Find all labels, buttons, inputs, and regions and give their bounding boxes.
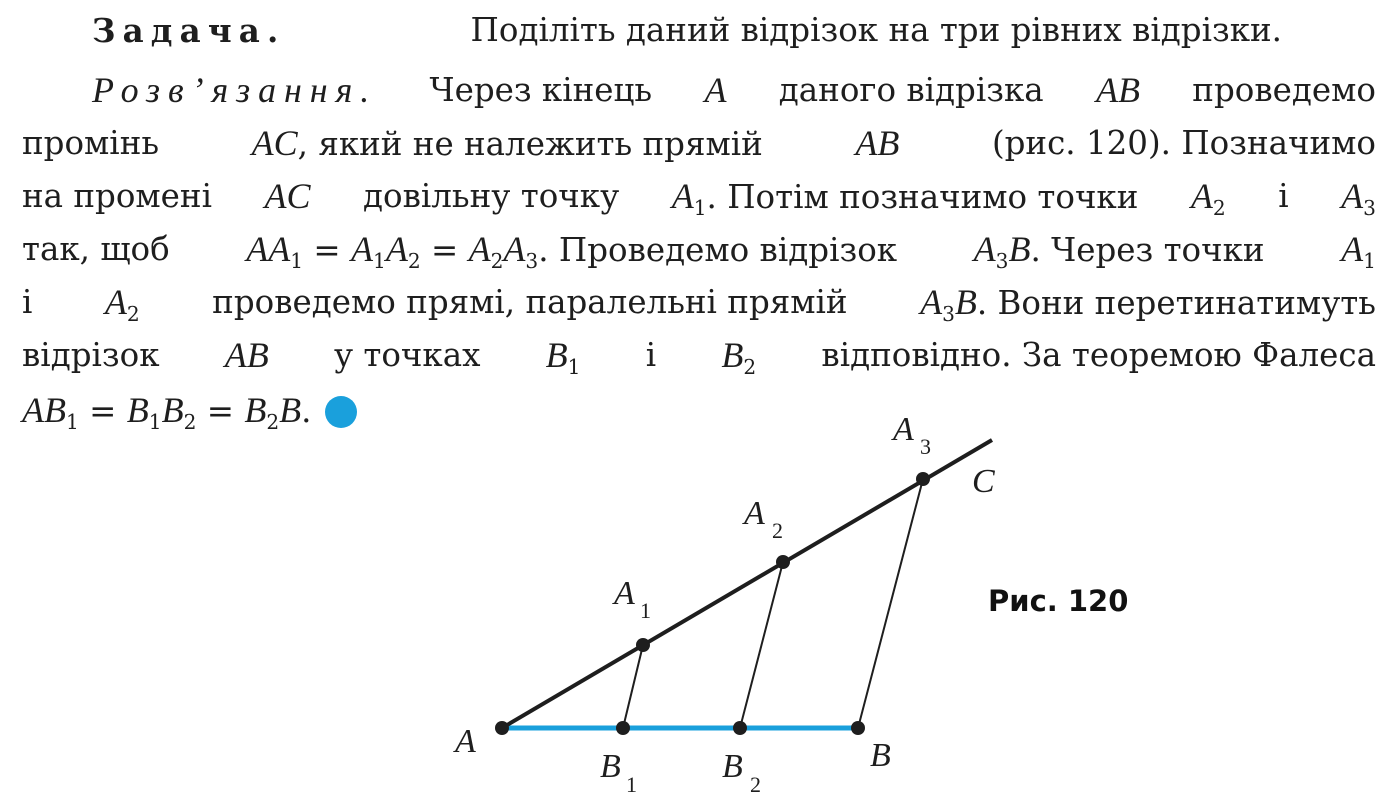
subscript: 2 <box>266 410 280 435</box>
label-a: A <box>455 723 476 760</box>
label-a2-sub: 2 <box>772 518 783 543</box>
point-b2 <box>733 721 747 735</box>
text-segment: відрізок <box>22 336 160 374</box>
task-text: Поділіть даний відрізок на три рівних відрізки. <box>470 11 1282 49</box>
subscript: 1 <box>290 249 304 274</box>
math-A: A <box>1341 176 1364 216</box>
subscript: 1 <box>65 410 79 435</box>
label-b1: B <box>600 748 621 785</box>
text-segment: проведемо прямі, паралельні прямій <box>212 283 848 321</box>
math-A: A <box>973 229 996 269</box>
text-segment: . Через точки <box>1030 231 1265 269</box>
subscript: 2 <box>183 410 197 435</box>
math-A: A <box>246 229 269 269</box>
text-segment: . Вони перетинатимуть <box>976 284 1376 322</box>
subscript: 2 <box>743 355 757 380</box>
math-AC: AC <box>264 176 311 216</box>
math-A: A <box>468 229 491 269</box>
subscript: 1 <box>693 196 707 221</box>
math-B: B <box>279 390 302 430</box>
equals-sign: = <box>206 392 234 430</box>
text-segment: (рис. 120). Позначимо <box>991 124 1376 162</box>
math-A: A <box>104 282 127 322</box>
math-A: A <box>1190 176 1213 216</box>
text-segment: і <box>22 283 33 321</box>
math-AB: AB <box>224 335 269 375</box>
subscript: 2 <box>490 249 504 274</box>
line-a1b1 <box>623 645 643 728</box>
math-B: B <box>954 282 977 322</box>
point-a3 <box>916 472 930 486</box>
subscript: 1 <box>373 249 386 274</box>
math-A: A <box>920 282 943 322</box>
line-a3b <box>858 479 923 728</box>
math-A: A <box>268 229 291 269</box>
text-segment: відповідно. За теоремою Фалеса <box>821 336 1376 374</box>
label-b1-sub: 1 <box>626 772 637 797</box>
point-b <box>851 721 865 735</box>
text-segment: . Потім позначимо точки <box>706 178 1139 216</box>
text-segment: так, щоб <box>22 230 170 268</box>
text-segment: . <box>301 392 312 430</box>
label-c: C <box>972 463 995 500</box>
math-A: A <box>1341 229 1364 269</box>
text-segment: довільну точку <box>363 177 620 215</box>
label-a2: A <box>744 495 765 532</box>
subscript: 1 <box>148 410 162 435</box>
subscript: 1 <box>567 355 581 380</box>
subscript: 2 <box>407 249 421 274</box>
text-segment: проведемо <box>1192 71 1376 109</box>
text-segment: у точках <box>333 336 481 374</box>
equals-sign: = <box>89 392 117 430</box>
math-A: A <box>385 229 408 269</box>
solution-label: Розв’язання. <box>92 70 378 110</box>
label-b2-sub: 2 <box>750 772 761 797</box>
figure-caption: Рис. 120 <box>988 584 1129 618</box>
point-a1 <box>636 638 650 652</box>
line-a2b2 <box>740 562 783 728</box>
math-B: B <box>545 335 568 375</box>
label-b: B <box>870 737 891 774</box>
math-AB: AB <box>1095 70 1140 110</box>
text-segment: на промені <box>22 177 212 215</box>
math-AC: AC <box>251 123 298 163</box>
equals-sign: = <box>313 231 341 269</box>
text-segment: і <box>645 336 657 374</box>
subscript: 3 <box>525 249 539 274</box>
task-label: Задача. <box>92 11 286 50</box>
math-A: A <box>351 229 373 269</box>
text-segment: даного відрізка <box>778 71 1044 109</box>
math-B: B <box>244 390 267 430</box>
math-A: A <box>503 229 526 269</box>
math-A: A <box>704 70 727 110</box>
text-segment: і <box>1278 177 1289 215</box>
math-AB: AB <box>855 123 900 163</box>
text-segment: , який не належить прямій <box>297 125 763 163</box>
point-a <box>495 721 509 735</box>
label-b2: B <box>722 748 743 785</box>
subscript: 1 <box>1363 249 1376 274</box>
text-segment: Через кінець <box>429 71 653 109</box>
math-B: B <box>126 390 149 430</box>
point-b1 <box>616 721 630 735</box>
math-B: B <box>721 335 744 375</box>
subscript: 3 <box>995 249 1009 274</box>
math-A: A <box>671 176 694 216</box>
label-a3: A <box>893 411 914 448</box>
math-B: B <box>1008 229 1031 269</box>
math-AB: AB <box>22 390 66 430</box>
equals-sign: = <box>431 231 459 269</box>
subscript: 3 <box>942 302 955 327</box>
math-B: B <box>161 390 184 430</box>
label-a3-sub: 3 <box>920 434 931 459</box>
text-segment: промінь <box>22 124 160 162</box>
label-a1: A <box>614 575 635 612</box>
subscript: 2 <box>1212 196 1226 221</box>
subscript: 2 <box>126 302 140 327</box>
text-segment: . Проведемо відрізок <box>538 231 898 269</box>
point-a2 <box>776 555 790 569</box>
subscript: 3 <box>1363 196 1376 221</box>
label-a1-sub: 1 <box>640 598 651 623</box>
